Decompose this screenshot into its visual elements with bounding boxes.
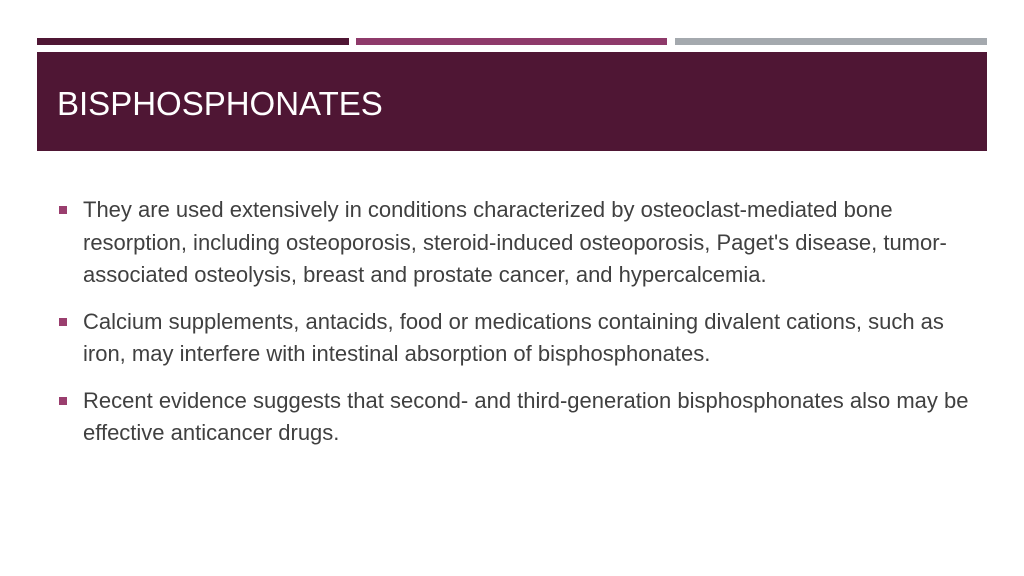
accent-bar-magenta — [356, 38, 667, 45]
square-bullet-icon — [59, 206, 67, 214]
accent-bar-dark-plum — [37, 38, 349, 45]
title-band — [37, 52, 987, 151]
square-bullet-icon — [59, 318, 67, 326]
slide-title: BISPHOSPHONATES — [57, 85, 383, 122]
bullet-item — [56, 306, 976, 371]
bullet-text: They are used extensively in conditions characterized by osteoclast-mediated bone resorption, including osteoporosis, steroid-induced osteoporosis, Paget's disease, tumor-associated osteolysis, breast and prostate cancer, and hypercalcemia. — [83, 197, 947, 287]
bullet-item — [56, 194, 976, 292]
bullet-text: Recent evidence suggests that second- and third-generation bisphosphonates also may be effective anticancer drugs. — [83, 387, 969, 445]
square-bullet-icon — [59, 397, 67, 405]
accent-bar-gray — [675, 38, 987, 45]
bullet-item — [56, 385, 976, 450]
bullet-list — [56, 194, 976, 464]
bullet-text: Calcium supplements, antacids, food or medications containing divalent cations, such as iron, may interfere with intestinal absorption of bisphosphonates. — [83, 308, 944, 366]
